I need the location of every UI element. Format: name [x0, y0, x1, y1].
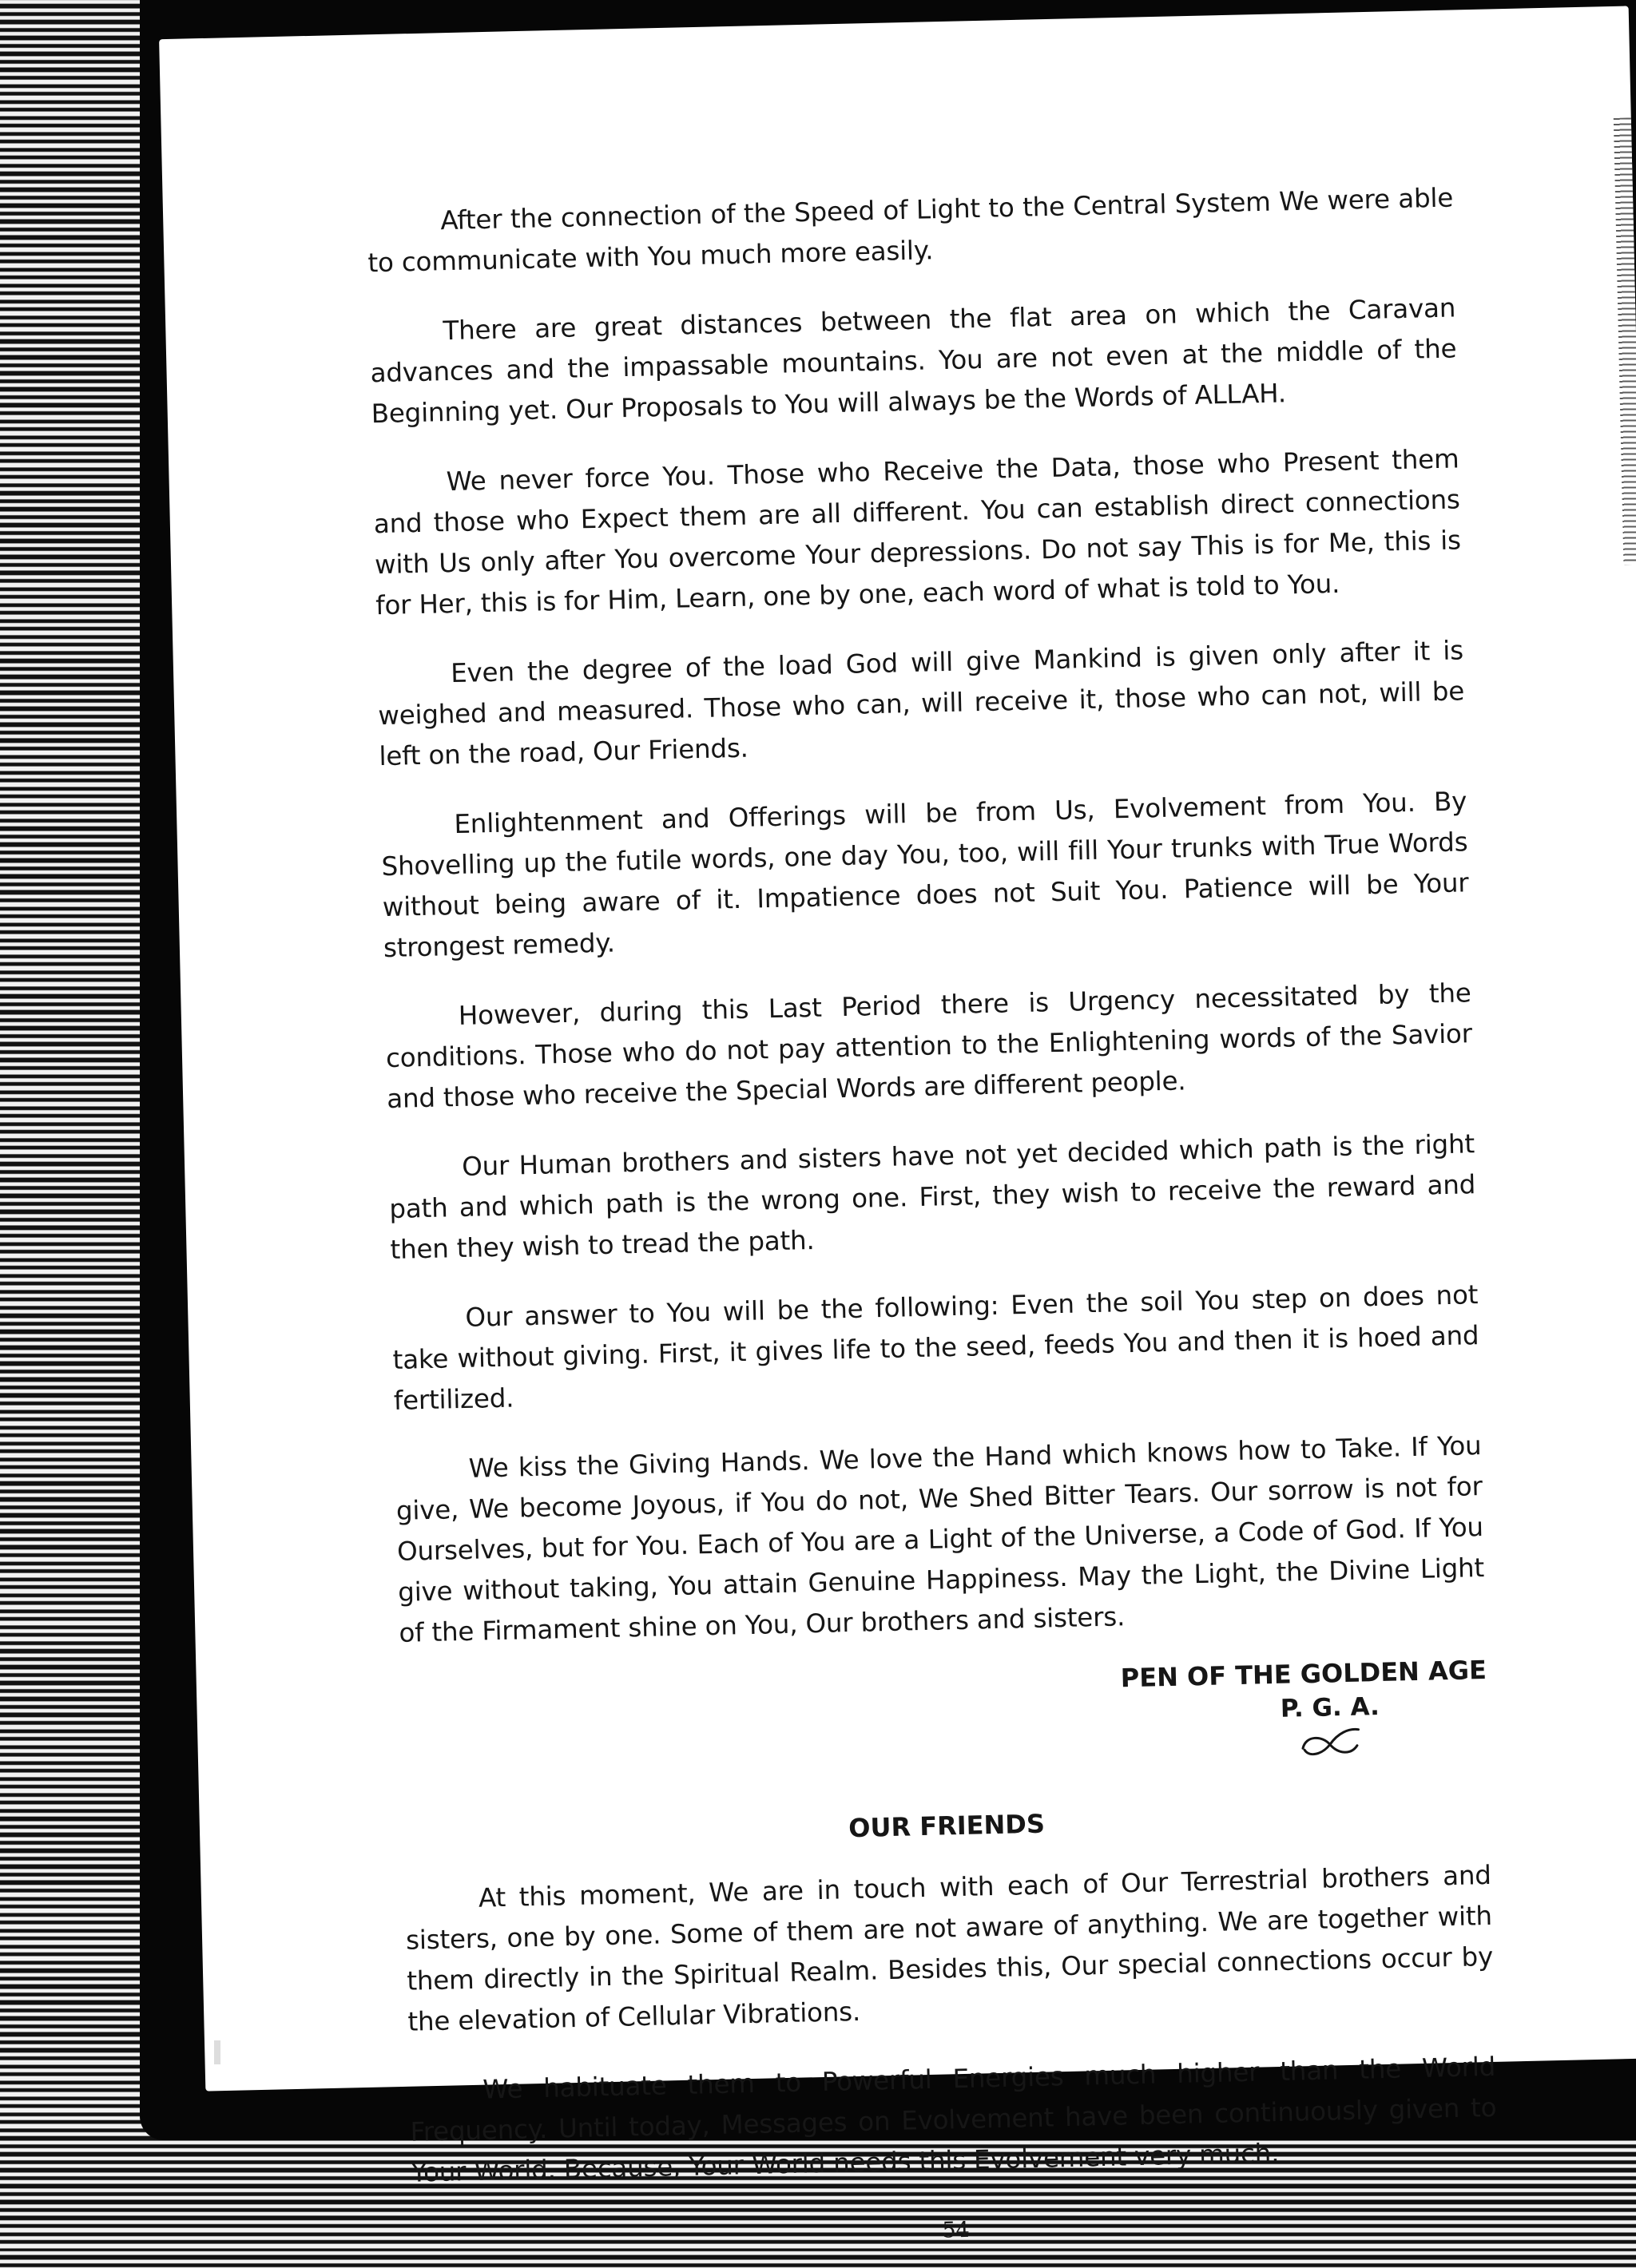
signature-name: PEN OF THE GOLDEN AGE	[1120, 1655, 1487, 1694]
paragraph: However, during this Last Period there is Urgency necessitated by the conditions. Those who do not pay attention to the Enlightening words of the Savior and those who receive the Special Words are different people.	[385, 977, 1473, 1115]
paragraph: We never force You. Those who Receive the Data, those who Present them and those who Expect them are all different. You can establish direct connections with Us only after You overcome Your depressions. Do not say This is for Me, this is for Her, this is for Him, Learn, one by one, each word of what is told to You.	[373, 443, 1462, 621]
infinity-flourish-icon	[1297, 1723, 1362, 1763]
section-title: OUR FRIENDS	[848, 1808, 1046, 1844]
paragraph: After the connection of the Speed of Light to the Central System We were able to communicate with You much more easily.	[367, 182, 1454, 279]
paragraph: Enlightenment and Offerings will be from Us, Evolvement from You. By Shovelling up the futile words, one day You, too, will fill Your trunks with True Words without being aware of it. Impatience does not Suit You. Patience will be Your strongest remedy.	[381, 786, 1469, 964]
paragraph: We kiss the Giving Hands. We love the Hand which knows how to Take. If You give, We become Joyous, if You do not, We Shed Bitter Tears. Our sorrow is not for Ourselves, but for You. Each of You are a Light of the Universe, a Code of God. If You give without taking, You attain Genuine Happiness. May the Light, the Divine Light of the Firmament shine on You, Our brothers and sisters.	[395, 1430, 1485, 1648]
signature-initials: P. G. A.	[1280, 1692, 1380, 1723]
paragraph: Even the degree of the load God will give Mankind is given only after it is weighed and measured. Those who can, will receive it, those who can not, will be left on the road, Our Friends.	[377, 635, 1465, 772]
scan-artifact	[214, 2040, 220, 2064]
page-content	[367, 178, 1499, 2263]
page-number: 54	[942, 2217, 971, 2243]
paragraph: Our answer to You will be the following: Even the soil You step on does not take without giving. First, it gives life to the seed, feeds You and then it is hoed and fertilized.	[392, 1279, 1479, 1416]
paragraph: At this moment, We are in touch with each of Our Terrestrial brothers and sisters, one by one. Some of them are not aware of anything. We are together with them directly in the Spiritual Realm. Besides this, Our special connections occur by the elevation of Cellular Vibrations.	[405, 1859, 1494, 2037]
paragraph: We habituate them to Powerful Energies much higher than the World Frequency. Until today, Messages on Evolvement have been continuously given to Your World. Because, Your World needs this Evolvement very much.	[410, 2051, 1497, 2188]
paragraph: There are great distances between the flat area on which the Caravan advances and the impassable mountains. You are not even at the middle of the Beginning yet. Our Proposals to You will always be the Words of ALLAH.	[370, 292, 1457, 430]
paragraph: Our Human brothers and sisters have not yet decided which path is the right path and which path is the wrong one. First, they wish to receive the reward and then they wish to tread the path.	[388, 1128, 1476, 1266]
book-page	[159, 6, 1636, 2243]
